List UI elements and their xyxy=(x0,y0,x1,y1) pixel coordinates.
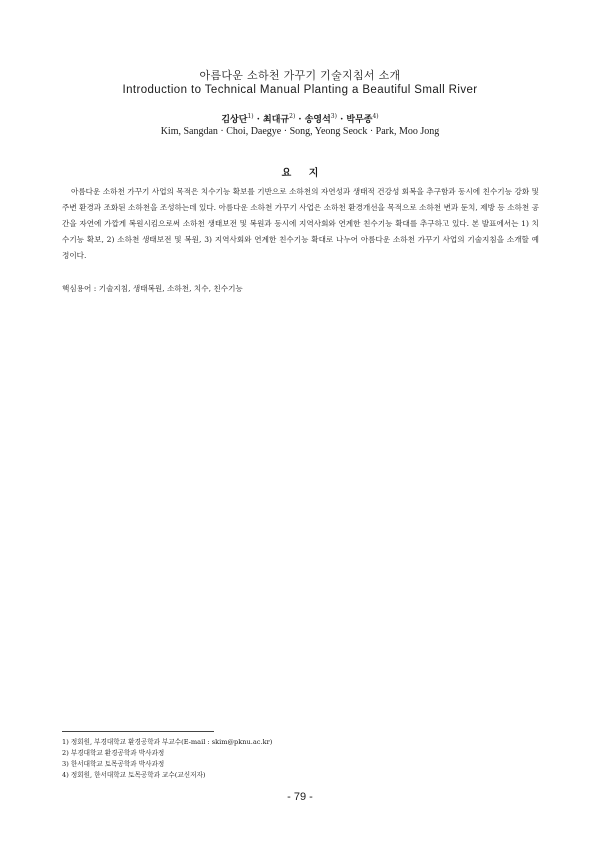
footnote-item: 3) 한서대학교 토목공학과 박사과정 xyxy=(62,760,165,768)
author-footnote-mark: 4) xyxy=(372,113,379,120)
author-footnote-mark: 3) xyxy=(330,113,337,120)
footnote-divider xyxy=(62,731,214,732)
author-name: 최대규 xyxy=(263,115,290,125)
page-number: - 79 - xyxy=(287,791,313,803)
paper-title-korean: 아름다운 소하천 가꾸기 기술지침서 소개 xyxy=(199,69,401,82)
abstract-heading: 요 지 xyxy=(281,168,319,179)
author-footnote-mark: 2) xyxy=(289,113,296,120)
paper-title-english: Introduction to Technical Manual Planting a Beautiful Small River xyxy=(122,84,478,96)
abstract-body: 아름다운 소하천 가꾸기 사업의 목적은 치수기능 확보를 기반으로 소하천의 자연성과 생태적 건강성 회복을 추구함과 동시에 친수기능 강화 및 주변 환경과 조화된 소하천을 조성하는데 있다. 아름다운 소하천 가꾸기 사업은 소하천 환경개선을 목적으로 소하천 변과 둔치, 제방 등 소하천 공간을 자연에 가깝게 복원시킴으로써 소하천 생태보전 및 복원과 동시에 지역사회와 연계한 친수기능 확대를 추구하고 있다. 본 발표에서는 1) 치수기능 확보, 2) 소하천 생태보전 및 복원, 3) 지역사회와 연계한 친수기능 확대로 나누어 아름다운 소하천 가꾸기 사업의 기술지침을 소개할 예정이다. xyxy=(62,187,539,260)
author-name: 박무종 xyxy=(346,115,373,125)
keywords: 핵심용어 : 기술지침, 생태복원, 소하천, 치수, 친수기능 xyxy=(62,284,243,293)
footnote-item: 1) 정회원, 부경대학교 환경공학과 부교수(E-mail : skim@pknu.ac.kr) xyxy=(62,738,273,746)
author-separator: · xyxy=(295,115,305,125)
author-list-korean xyxy=(0,112,600,125)
author-footnote-mark: 1) xyxy=(247,113,254,120)
author-separator: · xyxy=(336,115,347,125)
author-name: 김상단 xyxy=(221,115,248,125)
author-list-english: Kim, Sangdan · Choi, Daegye · Song, Yeong Seock · Park, Moo Jong xyxy=(160,126,440,137)
footnote-list xyxy=(62,737,272,781)
author-separator: · xyxy=(253,115,264,125)
footnote-item: 4) 정회원, 한서대학교 토목공학과 교수(교신저자) xyxy=(62,771,206,779)
author-name: 송영석 xyxy=(304,115,331,125)
footnote-item: 2) 부경대학교 환경공학과 박사과정 xyxy=(62,749,165,757)
